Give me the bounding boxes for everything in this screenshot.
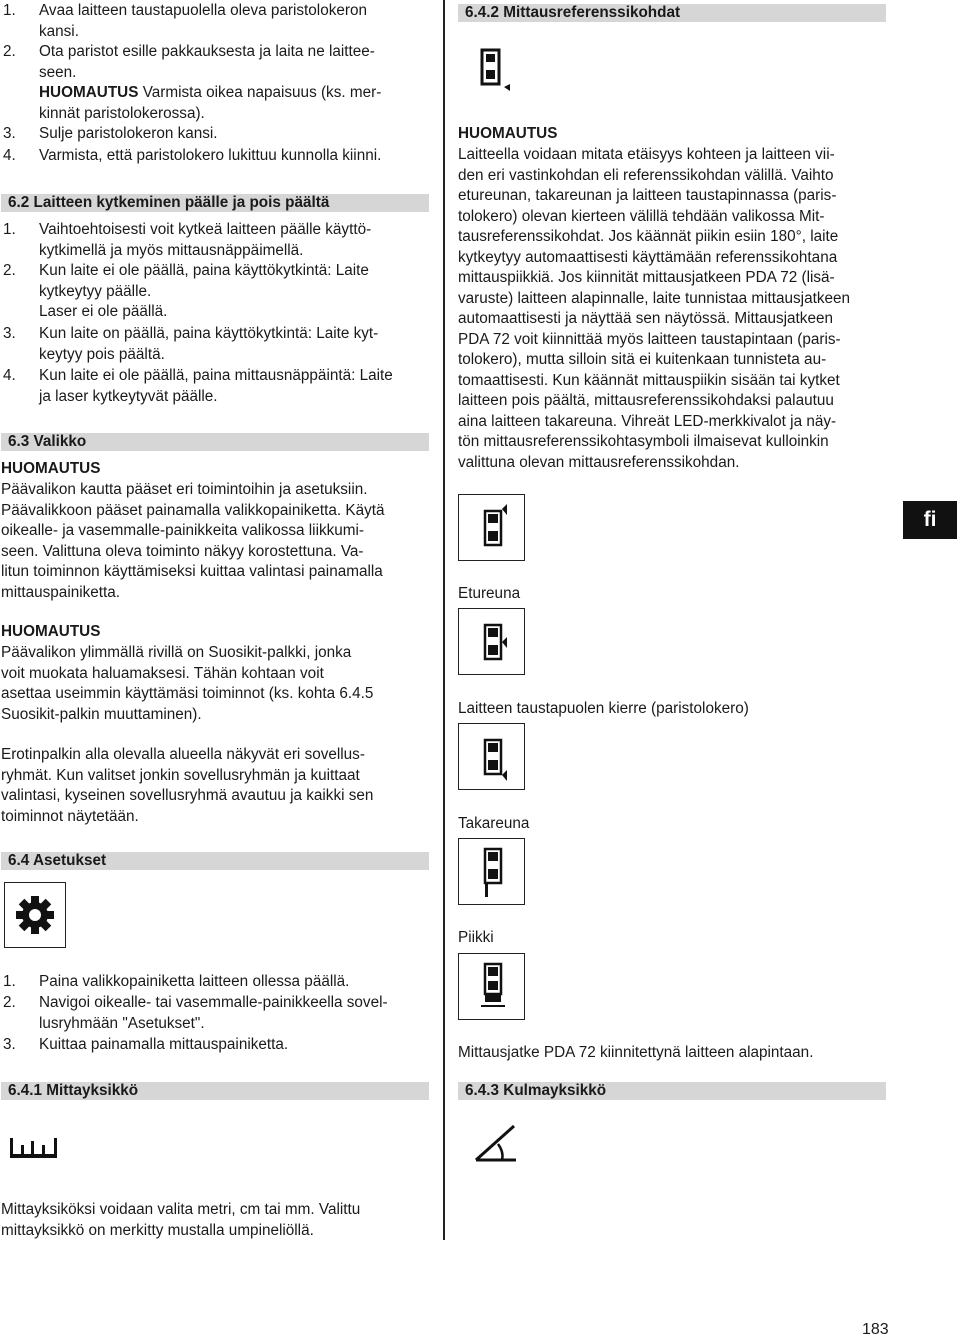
note-text: Laitteella voidaan mitata etäisyys kohteen ja laitteen vii- den eri vastinkohdan eli referenssikohdan välillä. Vaihto etureunan, takareunan ja laitteen taustapinnassa (paris- tolokero) olevan kierteen välillä tehdään valikossa Mit- tausreferenssikohdat. Jos käännät piikin esiin 180°, laite kytkeytyy automaattisesti käyttämään referenssikohtana mittauspiikkiä. Jos kiinnität mittausjatkeen PDA 72 (lisä- varuste) laitteen alapinnalle, laite tunnistaa mittausjatkeen automaattisesti ja näyttää sen näytössä. Mittausjatkeen PDA 72 voit kiinnittää myös laitteen taustapintaan (paris- tolokero), mutta silloin sitä ei kuitenkaan tunnisteta au- tomaattisesti. Kun käännät mittauspiikin sisään tai kytket laitteen pois päältä, mittausreferenssikohdaksi palautuu aina laitteen takareuna. Vihreät LED-merkkivalot ja näy- tön mittausreferenssikohtasymboli ilmaisevat kulloinkin valittuna olevan mittausreferenssikohdan.	[458, 146, 851, 471]
reference-caption: Mittausjatke PDA 72 kiinnitettynä laitteen alapintaan.	[458, 1044, 814, 1061]
step-number: 2.	[3, 994, 16, 1011]
section-heading: 6.3 Valikko	[1, 433, 429, 451]
step-text: Navigoi oikealle- tai vasemmalle-painikkeella sovel- lusryhmään "Asetukset".	[39, 994, 388, 1032]
note-text: HUOMAUTUS Varmista oikea napaisuus (ks. mer- kinnät paristolokerossa).	[39, 84, 382, 122]
angle-icon	[474, 1124, 534, 1164]
step-number: 2.	[3, 43, 16, 60]
step-number: 3.	[3, 325, 16, 342]
ruler-icon	[10, 1138, 58, 1160]
section-heading: 6.4.2 Mittausreferenssikohdat	[458, 4, 886, 22]
section-heading: 6.4 Asetukset	[1, 852, 429, 870]
paragraph: Mittayksiköksi voidaan valita metri, cm tai mm. Valittu mittayksikkö on merkitty mustalla umpineliöllä.	[1, 1201, 361, 1239]
step-number: 1.	[3, 973, 16, 990]
step-number: 4.	[3, 367, 16, 384]
reference-point-icon	[480, 48, 520, 94]
page-number: 183	[862, 1321, 889, 1338]
reference-caption: Takareuna	[458, 815, 530, 832]
paragraph: Erotinpalkin alla olevalla alueella näkyvät eri sovellus- ryhmät. Kun valitset jonkin sovellusryhmän ja kuittaat valintasi, kyseinen sovellusryhmä avautuu ja kaikki sen toiminnot näytetään.	[1, 746, 374, 825]
step-number: 4.	[3, 147, 16, 164]
settings-icon-frame	[4, 882, 66, 948]
spike-reference-icon	[458, 838, 525, 905]
section-heading: 6.4.1 Mittayksikkö	[1, 1082, 429, 1100]
language-tab: fi	[903, 501, 957, 539]
step-text: Avaa laitteen taustapuolella oleva paristolokeron kansi.	[39, 2, 367, 40]
note-label: HUOMAUTUS	[1, 623, 101, 640]
step-number: 2.	[3, 262, 16, 279]
note-text: Päävalikon ylimmällä rivillä on Suosikit-palkki, jonka voit muokata haluamaksesi. Tähän kohtaan voit asettaa useimmin käyttämäsi toiminnot (ks. kohta 6.4.5 Suosikit-palkin muuttaminen).	[1, 644, 374, 723]
step-text: Varmista, että paristolokero lukittuu kunnolla kiinni.	[39, 147, 382, 164]
reference-caption: Piikki	[458, 929, 494, 946]
front-edge-reference-icon	[458, 494, 525, 561]
rear-edge-reference-icon	[458, 723, 525, 790]
reference-caption: Etureuna	[458, 585, 521, 602]
section-heading: 6.2 Laitteen kytkeminen päälle ja pois päältä	[1, 194, 429, 212]
step-text: Kun laite on päällä, paina käyttökytkintä: Laite kyt- keytyy pois päältä.	[39, 325, 379, 363]
step-text: Kun laite ei ole päällä, paina mittausnäppäintä: Laite ja laser kytkeytyvät päälle.	[39, 367, 393, 405]
reference-caption: Laitteen taustapuolen kierre (paristolokero)	[458, 700, 749, 717]
step-number: 1.	[3, 221, 16, 238]
step-text: Kuittaa painamalla mittauspainiketta.	[39, 1036, 289, 1053]
extension-reference-icon	[458, 953, 525, 1020]
step-text: Sulje paristolokeron kansi.	[39, 125, 218, 142]
note-label: HUOMAUTUS	[458, 125, 558, 142]
gear-icon	[5, 883, 65, 947]
section-heading: 6.4.3 Kulmayksikkö	[458, 1082, 886, 1100]
step-text: Ota paristot esille pakkauksesta ja laita ne laittee- seen.	[39, 43, 375, 81]
note-text: Päävalikon kautta pääset eri toimintoihin ja asetuksiin. Päävalikkoon pääset painamalla valikkopainiketta. Käytä oikealle- ja vasemmalle-painikkeita valikossa liikkumi- seen. Valittuna oleva toiminto näkyy korostettuna. Va- litun toiminnon käyttämiseksi kuittaa valintasi painamalla mittauspainiketta.	[1, 481, 385, 601]
step-number: 1.	[3, 2, 16, 19]
step-number: 3.	[3, 125, 16, 142]
step-number: 3.	[3, 1036, 16, 1053]
step-text: Kun laite ei ole päällä, paina käyttökytkintä: Laite kytkeytyy päälle. Laser ei ole päällä.	[39, 262, 369, 320]
note-label: HUOMAUTUS	[1, 460, 101, 477]
rear-thread-reference-icon	[458, 608, 525, 675]
step-text: Paina valikkopainiketta laitteen ollessa päällä.	[39, 973, 350, 990]
step-text: Vaihtoehtoisesti voit kytkeä laitteen päälle käyttö- kytkimellä ja myös mittausnäppäimellä.	[39, 221, 372, 259]
column-divider	[443, 0, 445, 1240]
